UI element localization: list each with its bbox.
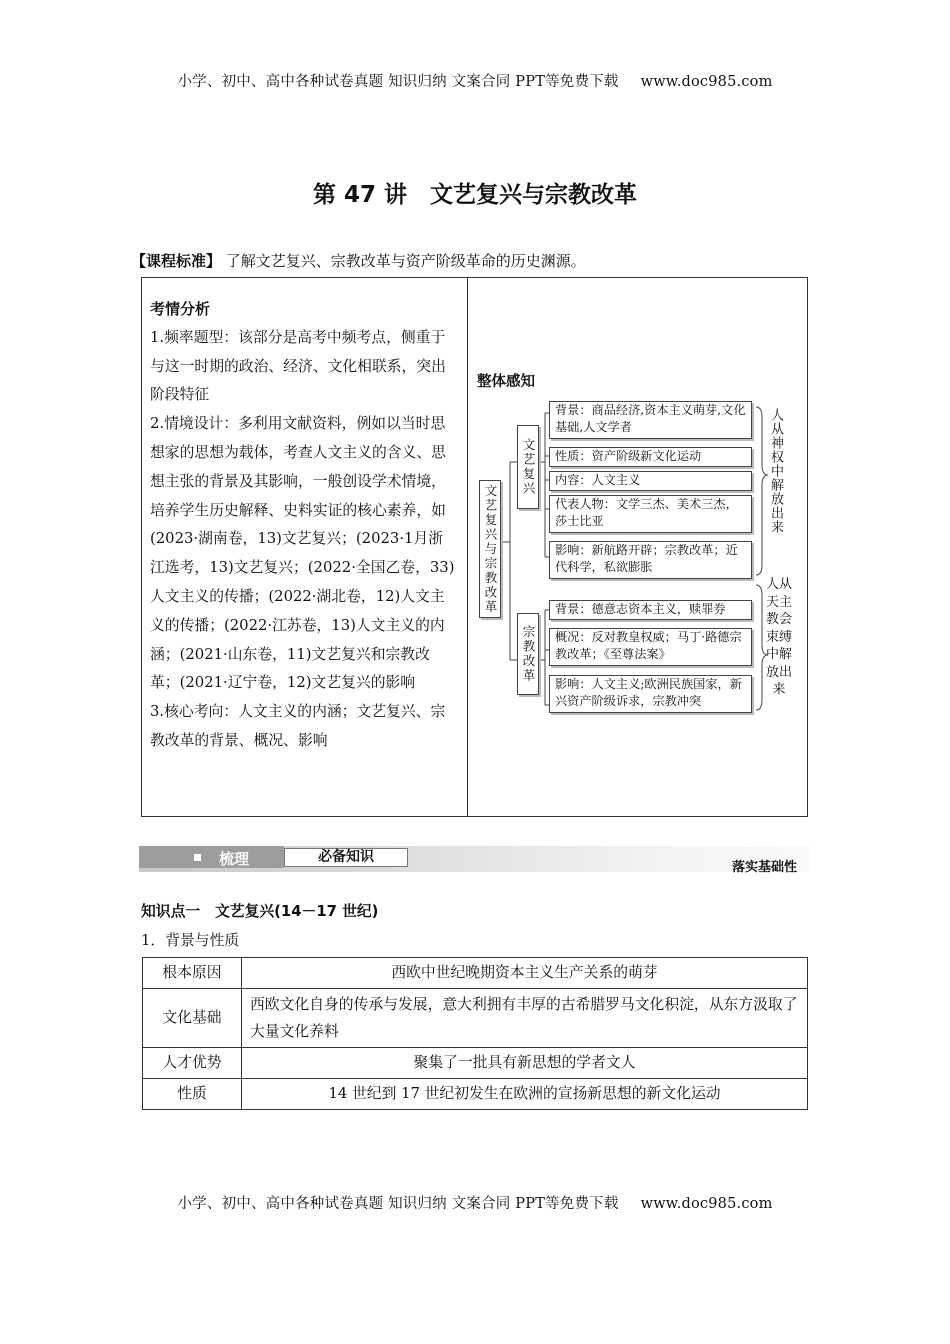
- table-key: 根本原因: [143, 958, 242, 989]
- exam-analysis: [150, 295, 456, 756]
- reformation-impact: 影响：人文主义;欧洲民族国家，新兴资产阶级诉求，宗教冲突: [549, 675, 752, 713]
- table-row: [143, 958, 808, 989]
- background-nature-table: [142, 957, 808, 1110]
- page-title: 第 47 讲 文艺复兴与宗教改革: [312, 182, 638, 208]
- analysis-item-frequency: 1.频率题型：该部分是高考中频考点，侧重于与这一时期的政治、经济、文化相联系，突出阶段特征: [150, 328, 446, 404]
- band-left-label: 梳理: [219, 850, 250, 868]
- table-value: 14 世纪到 17 世纪初发生在欧洲的宣扬新思想的新文化运动: [242, 1079, 808, 1110]
- table-row: [143, 1079, 808, 1110]
- renaissance-content: 内容：人文主义: [549, 471, 752, 491]
- page-footer: [0, 1192, 950, 1213]
- footer-text: 小学、初中、高中各种试卷真题 知识归纳 文案合同 PPT等免费下载: [177, 1196, 619, 1212]
- renaissance-background: 背景：商品经济,资本主义萌芽,文化基础,人文学者: [549, 401, 752, 439]
- reformation-overview: 概况：反对教皇权威；马丁·路德宗教改革；《至尊法案》: [549, 628, 752, 666]
- reformation-node: 宗教改革: [517, 613, 539, 695]
- subheading: 1．背景与性质: [141, 932, 240, 949]
- column-divider: [467, 277, 468, 817]
- table-value: 西欧文化自身的传承与发展，意大利拥有丰厚的古希腊罗马文化积淀，从东方汲取了大量文化养料: [242, 989, 808, 1048]
- table-key: 人才优势: [143, 1048, 242, 1079]
- table-key: 性质: [143, 1079, 242, 1110]
- table-value: 聚集了一批具有新思想的学者文人: [242, 1048, 808, 1079]
- table-key: 文化基础: [143, 989, 242, 1048]
- page-header: [0, 70, 950, 91]
- renaissance-node: 文艺复兴: [517, 425, 539, 509]
- exam-analysis-heading: 考情分析: [150, 300, 211, 318]
- header-text: 小学、初中、高中各种试卷真题 知识归纳 文案合同 PPT等免费下载: [177, 74, 619, 90]
- footer-site: www.doc985.com: [640, 1196, 773, 1212]
- header-site: www.doc985.com: [640, 74, 773, 90]
- knowledge-point-heading: 知识点一 文艺复兴(14－17 世纪): [141, 903, 379, 920]
- course-standard: [131, 250, 586, 271]
- analysis-item-context: 2.情境设计：多利用文献资料，例如以当时思想家的思想为载体，考查人文主义的含义、思想主张的背景及其影响，一般创设学术情境，培养学生历史解释、史料实证的核心素养，如(2023·湖南卷，13)文艺复兴；(2023·1月浙江选考，13)文艺复兴；(2022·全国乙卷，33)人文主义的传播；(2022·湖北卷，12)人文主义的传播；(2022·江苏卷，13)人文主义的内涵；(2021·山东卷，11)文艺复兴和宗教改革；(2021·辽宁卷，12)文艺复兴的影响: [150, 415, 455, 692]
- renaissance-figures: 代表人物：文学三杰、美术三杰，莎士比亚: [549, 495, 752, 533]
- band-tab: 必备知识: [284, 848, 408, 867]
- band-dark: [139, 846, 284, 868]
- overview-heading: 整体感知: [477, 374, 535, 390]
- course-standard-text: 了解文艺复兴、宗教改革与资产阶级革命的历史渊源。: [225, 252, 586, 270]
- renaissance-side-note: 人从神权中解放出来: [768, 408, 783, 534]
- table-value: 西欧中世纪晚期资本主义生产关系的萌芽: [242, 958, 808, 989]
- course-standard-label: 【课程标准】: [131, 252, 222, 270]
- band-square-icon: [194, 854, 201, 861]
- section-band: [139, 846, 809, 875]
- analysis-item-focus: 3.核心考向：人文主义的内涵；文艺复兴、宗教改革的背景、概况、影响: [150, 703, 446, 749]
- reformation-side-note: 人从天主教会束缚中解放出来: [765, 577, 792, 697]
- table-row: [143, 1048, 808, 1079]
- renaissance-nature: 性质：资产阶级新文化运动: [549, 447, 752, 467]
- mindmap-root: 文艺复兴与宗教改革: [479, 480, 501, 618]
- renaissance-impact: 影响：新航路开辟；宗教改革；近代科学，私欲膨胀: [549, 541, 752, 579]
- band-right-label: 落实基础性: [731, 860, 797, 875]
- reformation-background: 背景：德意志资本主义，赎罪券: [549, 600, 752, 620]
- table-row: [143, 989, 808, 1048]
